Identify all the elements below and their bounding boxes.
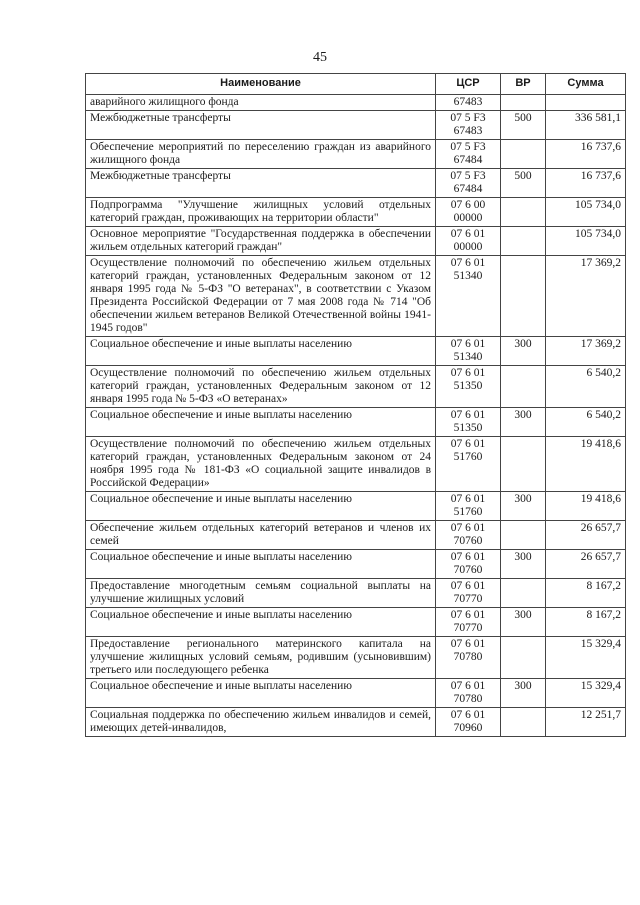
cell-vr <box>501 198 546 227</box>
cell-vr: 300 <box>501 550 546 579</box>
cell-csr: 07 6 01 51340 <box>436 337 501 366</box>
cell-vr: 300 <box>501 608 546 637</box>
budget-table <box>85 73 626 737</box>
cell-name: Осуществление полномочий по обеспечению жильем отдельных категорий граждан, установленных Федеральным законом от 12 января 1995 года № 5-ФЗ «О ветеранах» <box>86 366 436 408</box>
table-row <box>86 95 626 111</box>
table-row <box>86 679 626 708</box>
cell-sum: 105 734,0 <box>546 227 626 256</box>
cell-vr <box>501 637 546 679</box>
table-row <box>86 492 626 521</box>
table-body <box>86 95 626 737</box>
table-row <box>86 140 626 169</box>
cell-name: Осуществление полномочий по обеспечению жильем отдельных категорий граждан, установленных Федеральным законом от 12 января 1995 года № 5-ФЗ "О ветеранах", в соответствии с Указом Президента Российской Федерации от 7 мая 2008 года № 714 "Об обеспечении жильем ветеранов Великой Отечественной войны 1941-1945 годов" <box>86 256 436 337</box>
table-row <box>86 637 626 679</box>
cell-name: Социальное обеспечение и иные выплаты населению <box>86 679 436 708</box>
table-row <box>86 366 626 408</box>
cell-vr <box>501 579 546 608</box>
cell-vr <box>501 366 546 408</box>
table-row <box>86 227 626 256</box>
cell-name: аварийного жилищного фонда <box>86 95 436 111</box>
cell-sum: 17 369,2 <box>546 256 626 337</box>
cell-name: Социальное обеспечение и иные выплаты населению <box>86 337 436 366</box>
cell-csr: 07 6 01 51340 <box>436 256 501 337</box>
cell-vr <box>501 521 546 550</box>
cell-csr: 07 6 01 70780 <box>436 637 501 679</box>
table-row <box>86 169 626 198</box>
cell-csr: 07 6 01 51350 <box>436 408 501 437</box>
header-name: Наименование <box>86 74 436 95</box>
header-vr: ВР <box>501 74 546 95</box>
cell-name: Социальное обеспечение и иные выплаты населению <box>86 608 436 637</box>
table-row <box>86 337 626 366</box>
cell-sum: 19 418,6 <box>546 492 626 521</box>
table-row <box>86 708 626 737</box>
cell-csr: 07 6 01 70770 <box>436 608 501 637</box>
cell-name: Обеспечение мероприятий по переселению граждан из аварийного жилищного фонда <box>86 140 436 169</box>
cell-vr: 300 <box>501 408 546 437</box>
cell-csr: 07 6 01 70760 <box>436 521 501 550</box>
cell-csr: 07 6 00 00000 <box>436 198 501 227</box>
cell-vr <box>501 140 546 169</box>
cell-csr: 07 5 F3 67483 <box>436 111 501 140</box>
cell-name: Межбюджетные трансферты <box>86 111 436 140</box>
cell-name: Социальная поддержка по обеспечению жильем инвалидов и семей, имеющих детей-инвалидов, <box>86 708 436 737</box>
header-sum: Сумма <box>546 74 626 95</box>
cell-sum: 19 418,6 <box>546 437 626 492</box>
table-row <box>86 608 626 637</box>
cell-name: Межбюджетные трансферты <box>86 169 436 198</box>
cell-vr <box>501 708 546 737</box>
table-row <box>86 408 626 437</box>
cell-csr: 07 6 01 51350 <box>436 366 501 408</box>
cell-name: Предоставление многодетным семьям социальной выплаты на улучшение жилищных условий <box>86 579 436 608</box>
cell-name: Основное мероприятие "Государственная поддержка в обеспечении жильем отдельных категорий граждан" <box>86 227 436 256</box>
cell-sum: 16 737,6 <box>546 140 626 169</box>
cell-name: Социальное обеспечение и иные выплаты населению <box>86 492 436 521</box>
cell-name: Обеспечение жильем отдельных категорий ветеранов и членов их семей <box>86 521 436 550</box>
cell-csr: 07 6 01 70960 <box>436 708 501 737</box>
table-row <box>86 198 626 227</box>
cell-sum: 15 329,4 <box>546 637 626 679</box>
cell-csr: 07 6 01 70760 <box>436 550 501 579</box>
header-csr: ЦСР <box>436 74 501 95</box>
cell-name: Предоставление регионального материнского капитала на улучшение жилищных условий семьям, родившим (усыновившим) третьего или последующего ребенка <box>86 637 436 679</box>
cell-name: Социальное обеспечение и иные выплаты населению <box>86 550 436 579</box>
cell-csr: 07 6 01 70780 <box>436 679 501 708</box>
table-row <box>86 256 626 337</box>
cell-vr <box>501 227 546 256</box>
cell-csr: 07 5 F3 67484 <box>436 140 501 169</box>
cell-sum: 15 329,4 <box>546 679 626 708</box>
cell-vr: 500 <box>501 111 546 140</box>
cell-sum: 12 251,7 <box>546 708 626 737</box>
cell-sum <box>546 95 626 111</box>
cell-sum: 17 369,2 <box>546 337 626 366</box>
cell-sum: 26 657,7 <box>546 521 626 550</box>
cell-csr: 67483 <box>436 95 501 111</box>
cell-vr <box>501 256 546 337</box>
cell-sum: 336 581,1 <box>546 111 626 140</box>
cell-vr: 300 <box>501 337 546 366</box>
cell-csr: 07 6 01 51760 <box>436 437 501 492</box>
cell-sum: 16 737,6 <box>546 169 626 198</box>
page-number: 45 <box>313 50 327 65</box>
cell-csr: 07 6 01 70770 <box>436 579 501 608</box>
table-row <box>86 521 626 550</box>
cell-vr: 300 <box>501 679 546 708</box>
cell-sum: 26 657,7 <box>546 550 626 579</box>
cell-csr: 07 5 F3 67484 <box>436 169 501 198</box>
table-header-row <box>86 74 626 95</box>
cell-name: Подпрограмма "Улучшение жилищных условий отдельных категорий граждан, проживающих на территории области" <box>86 198 436 227</box>
cell-vr <box>501 95 546 111</box>
cell-csr: 07 6 01 51760 <box>436 492 501 521</box>
cell-vr: 300 <box>501 492 546 521</box>
table-row <box>86 550 626 579</box>
table-row <box>86 437 626 492</box>
table-row <box>86 579 626 608</box>
cell-sum: 6 540,2 <box>546 366 626 408</box>
cell-sum: 8 167,2 <box>546 608 626 637</box>
cell-vr: 500 <box>501 169 546 198</box>
cell-sum: 8 167,2 <box>546 579 626 608</box>
cell-sum: 6 540,2 <box>546 408 626 437</box>
table-row <box>86 111 626 140</box>
cell-name: Социальное обеспечение и иные выплаты населению <box>86 408 436 437</box>
cell-csr: 07 6 01 00000 <box>436 227 501 256</box>
cell-name: Осуществление полномочий по обеспечению жильем отдельных категорий граждан, установленных Федеральным законом от 24 ноября 1995 года № 181-ФЗ «О социальной защите инвалидов в Российской Федерации» <box>86 437 436 492</box>
cell-vr <box>501 437 546 492</box>
cell-sum: 105 734,0 <box>546 198 626 227</box>
